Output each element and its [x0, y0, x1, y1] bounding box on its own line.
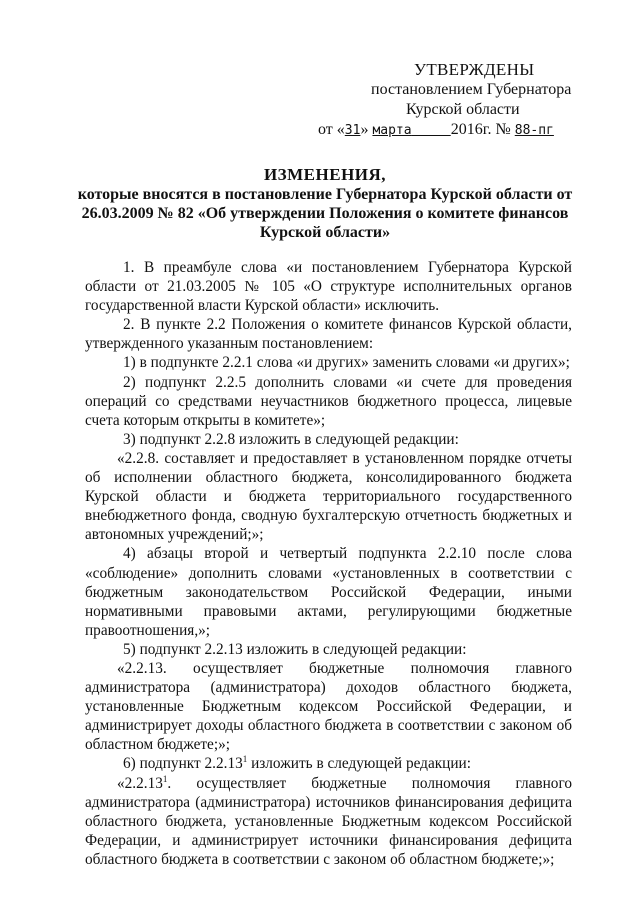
handwritten-number: 88-пг	[514, 123, 554, 138]
approval-region: Курской области	[406, 101, 520, 118]
paragraph-1: 1. В преамбуле слова «и постановлением Губернатора Курской области от 21.03.2005 № 105 «О структуре исполнительных органов государственной власти Курской области» исключить.	[85, 259, 572, 315]
paragraph-2: 2. В пункте 2.2 Положения о комитете финансов Курской области, утвержденного указанным постановлением:	[85, 316, 572, 353]
p10-text-b: изложить в следующей редакции:	[247, 755, 471, 773]
approval-block	[318, 60, 618, 141]
paragraph-9: «2.2.13. осуществляет бюджетные полномочия главного администратора (администратора) доходов областного бюджета, установленные Бюджетным кодексом Российской Федерации, и администрирует доходы областного бюджета в соответствии с законом об областном бюджете;»;	[85, 659, 572, 754]
date-year: 2016г. №	[450, 121, 511, 138]
approval-issuer: постановлением Губернатора	[371, 81, 572, 98]
handwritten-month: марта	[372, 123, 412, 138]
heading-title: ИЗМЕНЕНИЯ,	[263, 165, 387, 184]
paragraph-3: 1) в подпункте 2.2.1 слова «и других» заменить словами «и других»;	[123, 354, 570, 372]
p11-superscript: 1	[162, 773, 168, 784]
approval-title: УТВЕРЖДЕНЫ	[414, 60, 535, 79]
date-prefix: от «	[318, 121, 345, 138]
handwritten-day: 31	[344, 123, 361, 138]
p10-superscript: 1	[242, 754, 248, 765]
heading-subtitle: которые вносятся в постановление Губернатора Курской области от 26.03.2009 № 82 «Об утверждении Положения о комитете финансов Курской области»	[77, 186, 573, 241]
p11-text-b: . осуществляет бюджетные полномочия главного администратора (администратора) источников финансирования дефицита областного бюджета, установленные Бюджетным кодексом Российской Федерации, и администрирует источники финансирования дефицита областного бюджета в соответствии с законом об областном бюджете;»;	[85, 774, 572, 868]
p10-text-a: 6) подпункт 2.2.13	[123, 755, 243, 773]
paragraph-6: «2.2.8. составляет и предоставляет в установленном порядке отчеты об исполнении областного бюджета, консолидированного бюджета Курской области и бюджета территориального государственного внебюджетного фонда, сводную бухгалтерскую отчетность бюджетных и автономных учреждений;»;	[85, 449, 572, 544]
paragraph-8: 5) подпункт 2.2.13 изложить в следующей редакции:	[123, 640, 467, 658]
paragraph-5: 3) подпункт 2.2.8 изложить в следующей редакции:	[123, 430, 459, 448]
document-body	[85, 258, 572, 869]
paragraph-4: 2) подпункт 2.2.5 дополнить словами «и счете для проведения операций со средствами неучастников бюджетного процесса, лицевые счета которым открыты в комитете»;	[85, 373, 572, 429]
approval-date-line	[318, 120, 618, 141]
p11-text-a: «2.2.13	[117, 774, 163, 792]
paragraph-7: 4) абзацы второй и четвертый подпункта 2.2.10 после слова «соблюдение» дополнить словами «установленных в соответствии с бюджетным законодательством Российской Федерации, иными нормативными правовыми актами, регулирующими бюджетные правоотношения,»;	[85, 545, 572, 639]
paragraph-11	[85, 774, 572, 869]
paragraph-10	[85, 754, 572, 773]
date-quote: »	[360, 121, 369, 138]
document-heading	[60, 165, 590, 242]
